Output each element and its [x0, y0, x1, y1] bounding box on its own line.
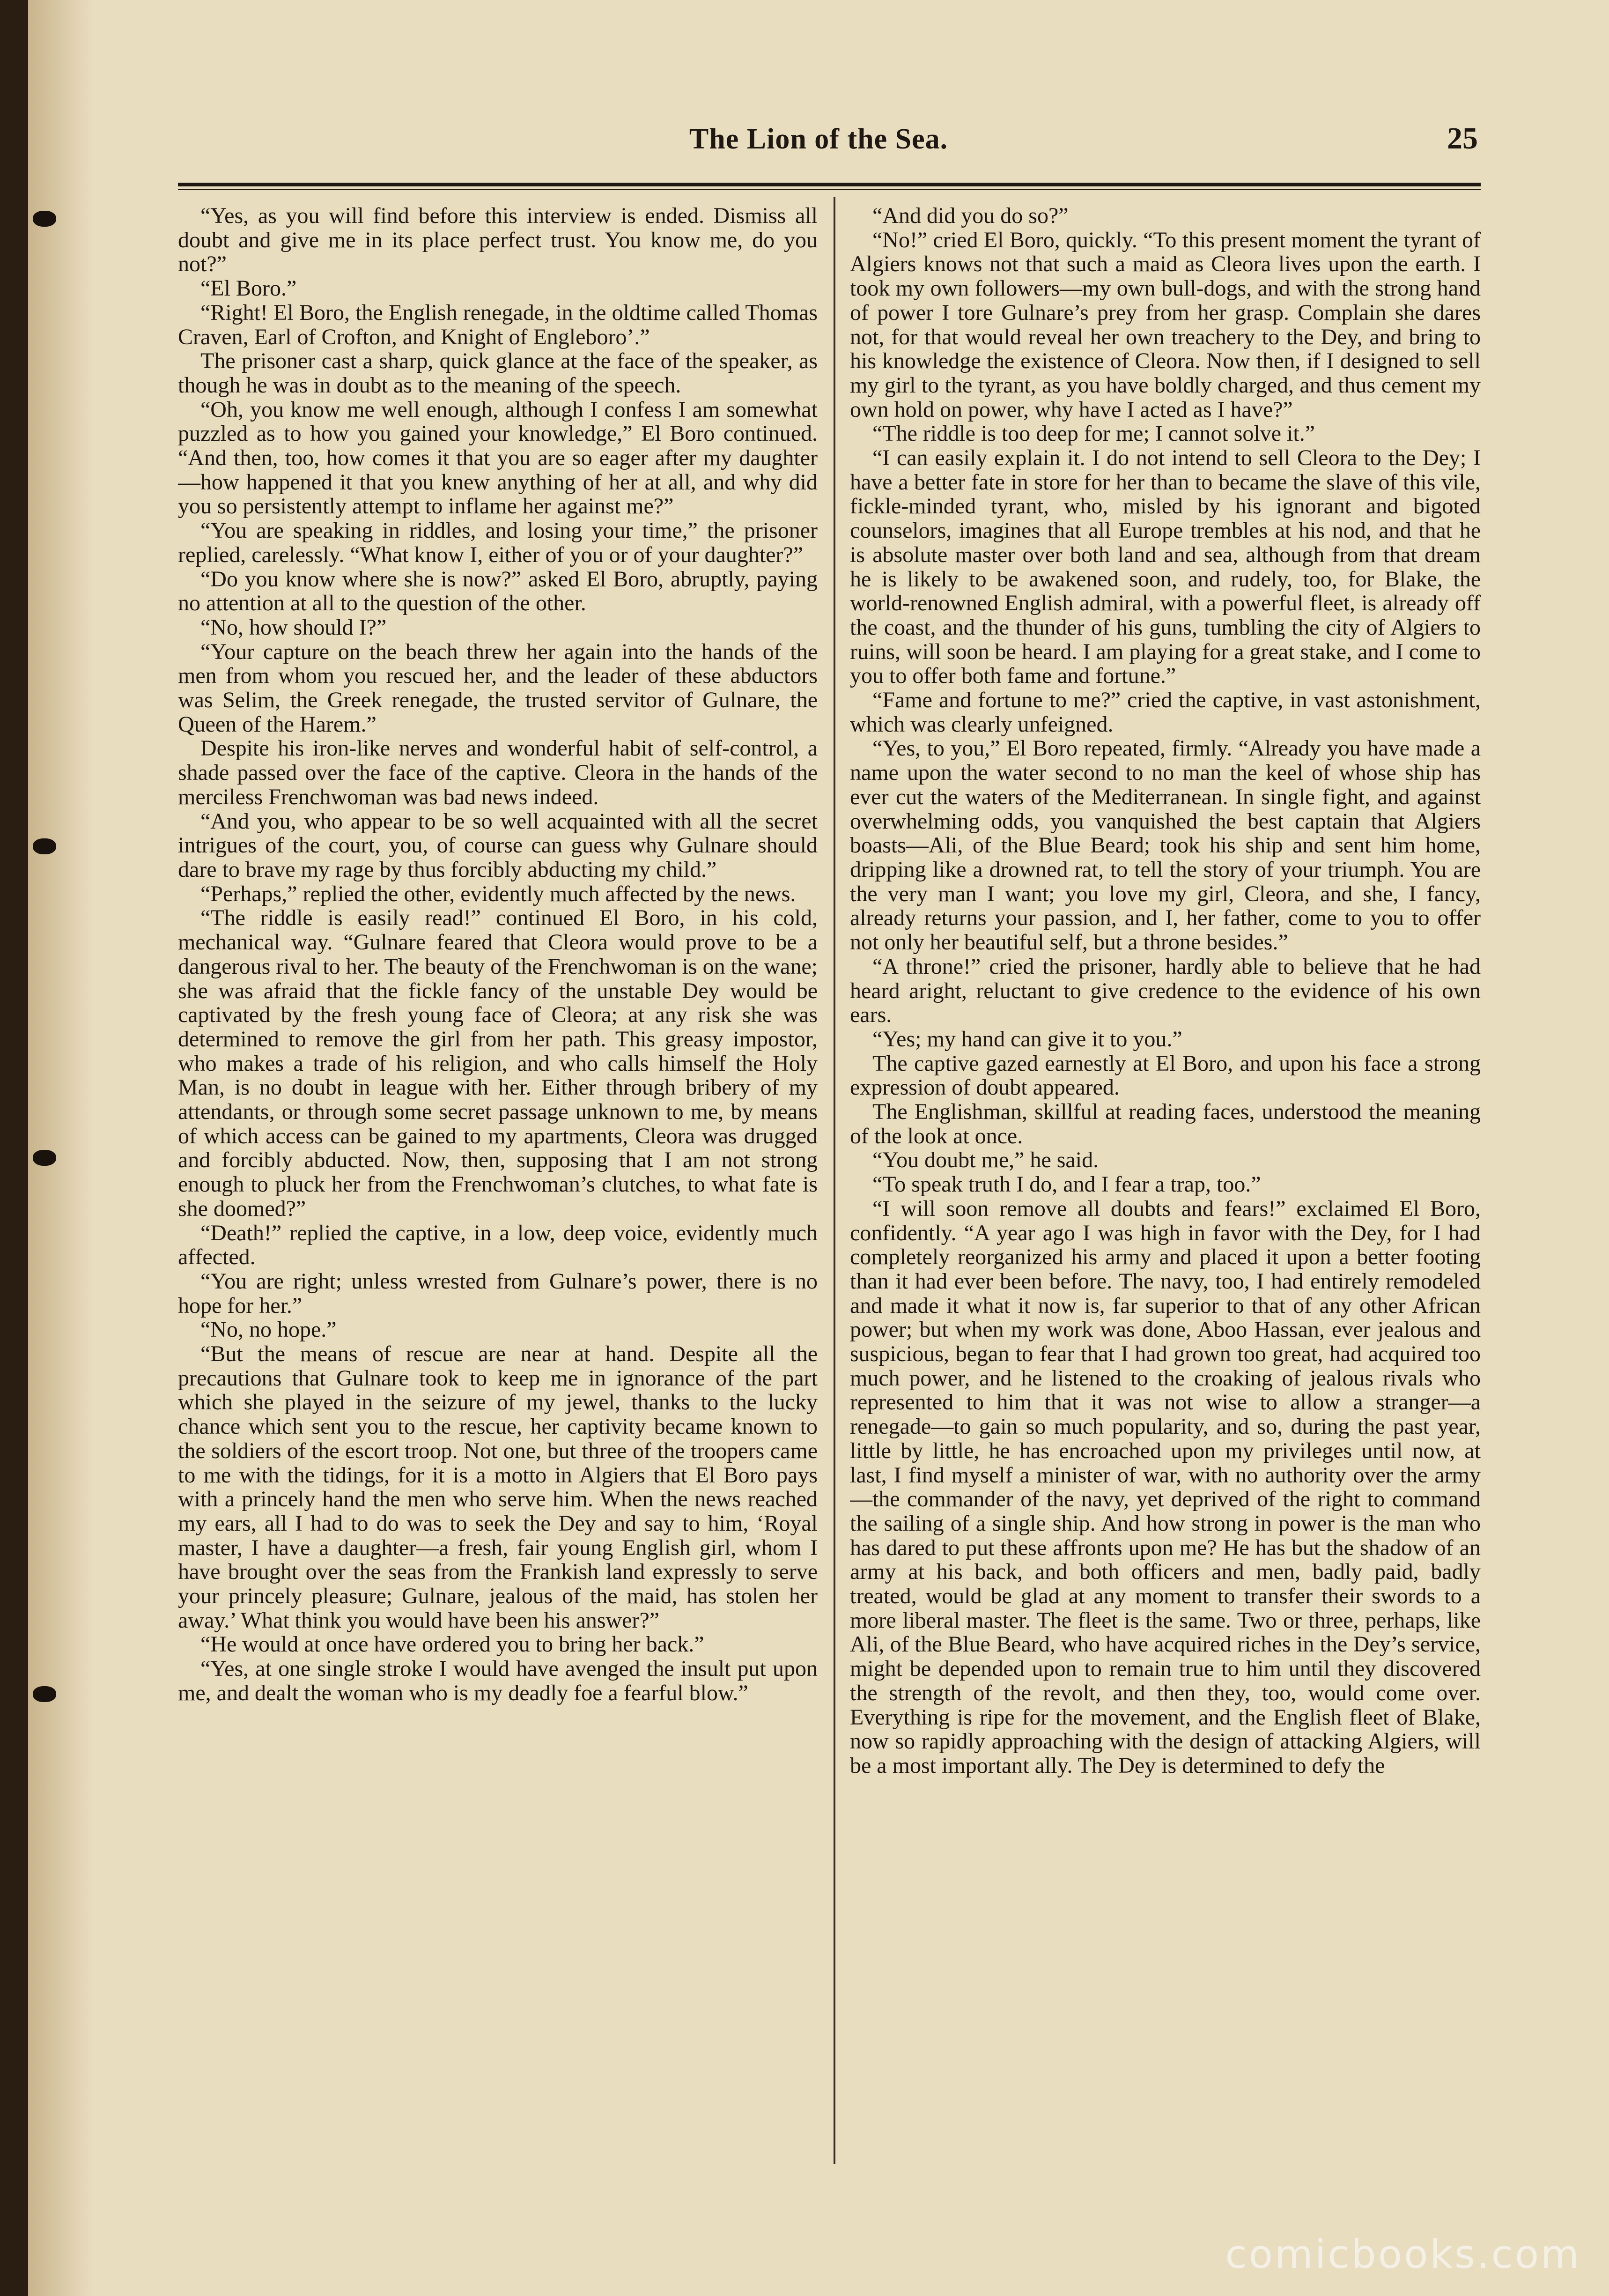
paragraph: “He would at once have ordered you to bring her back.” [200, 1632, 704, 1657]
paragraph: “I will soon remove all doubts and fears!” exclaimed El Boro, confidently. “A year ago I was high in favor with the Dey, for I had completely reorganized his army and placed it upon a better footing than it had ever been before. The navy, too, I had entirely remodeled and made it what it now is, far superior to that of any other African power; but when my work was done, Aboo Hassan, ever jealous and suspicious, began to fear that I had grown too great, had acquired too much power, and he listened to the croaking of jealous rivals who represented to him that it was not wise to allow a stranger—a renegade—to gain so much popularity, and so, during the past year, little by little, he has encroached upon my privileges until now, at last, I find myself a minister of war, with no authority over the army—the commander of the navy, yet deprived of the right to command the sailing of a single ship. And how strong in power is the man who has dared to put these affronts upon me? He has but the shadow of an army at his back, and both officers and men, badly paid, badly treated, would be glad at any moment to transfer their swords to a more liberal master. The fleet is the same. Two or three, perhaps, like Ali, of the Blue Beard, who have acquired riches in the Dey’s service, might be depended upon to remain true to him until they discovered the strength of the revolt, and then they, too, would come over. Everything is ripe for the movement, and the English fleet of Blake, now so rapidly approaching with the design of attacking Algiers, will be a most important ally. The Dey is determined to defy the [850, 1196, 1481, 1778]
binding-stitch [33, 838, 56, 854]
paragraph: The prisoner cast a sharp, quick glance at the face of the speaker, as though he was in doubt as to the meaning of the speech. [178, 348, 818, 398]
paragraph: “But the means of rescue are near at hand. Despite all the precautions that Gulnare took to keep me in ignorance of the part which she played in the seizure of my jewel, thanks to the lucky chance which sent you to the rescue, her captivity became known to the soldiers of the escort troop. Not one, but three of the troopers came to me with the tidings, for it is a motto in Algiers that El Boro pays with a princely hand the men who serve him. When the news reached my ears, all I had to do was to seek the Dey and say to him, ‘Royal master, I have a daughter—a fresh, fair young English girl, whom I have brought over the seas from the Frankish land expressly to serve your princely pleasure; Gulnare, jealous of the maid, has stolen her away.’ What think you would have been his answer?” [178, 1341, 818, 1633]
binding-stitch [33, 1686, 56, 1702]
paragraph: “Yes; my hand can give it to you.” [872, 1026, 1182, 1052]
paragraph: “Yes, to you,” El Boro repeated, firmly. “Already you have made a name upon the water second to no man the keel of whose ship has ever cut the waters of the Mediterranean. In single fight, and against overwhelming odds, you vanquished the best captain that Algiers boasts—Ali, of the Blue Beard; took his ship and sent him home, dripping like a drowned rat, to tell the story of your triumph. You are the very man I want; you love my girl, Cleora, and she, I fancy, already returns your passion, and I, her father, come to you to offer not only her beautiful self, but a throne besides.” [850, 736, 1481, 955]
header-rule [178, 183, 1481, 186]
paragraph: “You doubt me,” he said. [872, 1148, 1099, 1173]
paragraph: “El Boro.” [200, 276, 297, 301]
right-column [850, 204, 1481, 2162]
paragraph: “To speak truth I do, and I fear a trap, too.” [872, 1172, 1261, 1197]
paragraph: “Perhaps,” replied the other, evidently much affected by the news. [200, 881, 796, 906]
paragraph: “Fame and fortune to me?” cried the captive, in vast astonishment, which was clearly unfeigned. [850, 688, 1481, 737]
paragraph: “Do you know where she is now?” asked El Boro, abruptly, paying no attention at all to the question of the other. [178, 566, 818, 616]
paragraph: “Death!” replied the captive, in a low, deep voice, evidently much affected. [178, 1220, 818, 1270]
binding-stitch [33, 211, 56, 227]
binding-fold [28, 0, 94, 2296]
page [28, 0, 1609, 2296]
paragraph: “Your capture on the beach threw her again into the hands of the men from whom you rescued her, and the leader of these abductors was Selim, the Greek renegade, the trusted servitor of Gulnare, the Queen of the Harem.” [178, 639, 818, 737]
paragraph: “A throne!” cried the prisoner, hardly able to believe that he had heard aright, reluctant to give credence to the evidence of his own ears. [850, 954, 1481, 1028]
paragraph: “Right! El Boro, the English renegade, in the oldtime called Thomas Craven, Earl of Crofton, and Knight of Engleboro’.” [178, 300, 818, 349]
paragraph: Despite his iron-like nerves and wonderful habit of self-control, a shade passed over the face of the captive. Cleora in the hands of the merciless Frenchwoman was bad news indeed. [178, 736, 818, 809]
paragraph: “I can easily explain it. I do not intend to sell Cleora to the Dey; I have a better fate in store for her than to became the slave of this vile, fickle-minded tyrant, who, misled by his ignorant and bigoted counselors, imagines that all Europe trembles at his nod, and that he is absolute master over both land and sea, although from that dream he is likely to be awakened soon, and rudely, too, for Blake, the world-renowned English admiral, with a powerful fleet, is already off the coast, and the thunder of his guns, tumbling the city of Algiers to ruins, will soon be heard. I am playing for a great stake, and I come to you to offer both fame and fortune.” [850, 445, 1481, 689]
paragraph: “No, how should I?” [200, 615, 387, 640]
paragraph: “The riddle is easily read!” continued El Boro, in his cold, mechanical way. “Gulnare feared that Cleora would prove to be a dangerous rival to her. The beauty of the Frenchwoman is on the wane; she was afraid that the fickle fancy of the unstable Dey would be captivated by the fresh young face of Cleora; at any risk she was determined to remove the girl from her path. This greasy impostor, who makes a trade of his religion, and who calls himself the Holy Man, is no doubt in league with her. Either through bribery of my attendants, or through some secret passage unknown to me, by means of which access can be gained to my apartments, Cleora was drugged and forcibly abducted. Now, then, supposing that I am not strong enough to pluck her from the Frenchwoman’s clutches, to what fate is she doomed?” [178, 905, 818, 1221]
paragraph: “No!” cried El Boro, quickly. “To this present moment the tyrant of Algiers knows not that such a maid as Cleora lives upon the earth. I took my own followers—my own bull-dogs, and with the strong hand of power I tore Gulnare’s prey from her grasp. Complain she dares not, for that would reveal her own treachery to the Dey, and bring to his knowledge the existence of Cleora. Now then, if I designed to sell my girl to the tyrant, as you have boldly charged, and thus cement my own hold on power, why have I acted as I have?” [850, 227, 1481, 422]
paragraph: “And you, who appear to be so well acquainted with all the secret intrigues of the court, you, of course can guess why Gulnare should dare to brave my rage by thus forcibly abducting my child.” [178, 808, 818, 882]
paragraph: “Yes, at one single stroke I would have avenged the insult put upon me, and dealt the woman who is my deadly foe a fearful blow.” [178, 1656, 818, 1705]
paragraph: “You are speaking in riddles, and losing your time,” the prisoner replied, carelessly. “What know I, either of you or of your daughter?” [178, 518, 818, 567]
running-title: The Lion of the Sea. [689, 123, 948, 155]
column-divider [834, 197, 835, 2164]
paragraph: The captive gazed earnestly at El Boro, and upon his face a strong expression of doubt appeared. [850, 1051, 1481, 1100]
left-column [178, 204, 818, 2162]
binding-stitch [33, 1150, 56, 1166]
paragraph: “The riddle is too deep for me; I cannot solve it.” [872, 421, 1315, 446]
paragraph: “Oh, you know me well enough, although I confess I am somewhat puzzled as to how you gained your knowledge,” El Boro continued. “And then, too, how comes it that you are so eager after my daughter—how happened it that you knew anything of her at all, and why did you so persistently attempt to inflame her against me?” [178, 397, 818, 519]
header-rule-thin [178, 189, 1481, 190]
paragraph: “You are right; unless wrested from Gulnare’s power, there is no hope for her.” [178, 1268, 818, 1318]
paragraph: “And did you do so?” [872, 204, 1069, 228]
paragraph: “No, no hope.” [200, 1317, 337, 1342]
paragraph: The Englishman, skillful at reading faces, understood the meaning of the look at once. [850, 1099, 1481, 1148]
watermark-logo: comicbooks.com [1225, 2231, 1581, 2277]
page-number: 25 [1447, 121, 1478, 156]
paragraph: “Yes, as you will find before this interview is ended. Dismiss all doubt and give me in its place perfect trust. You know me, do you not?” [178, 204, 818, 277]
